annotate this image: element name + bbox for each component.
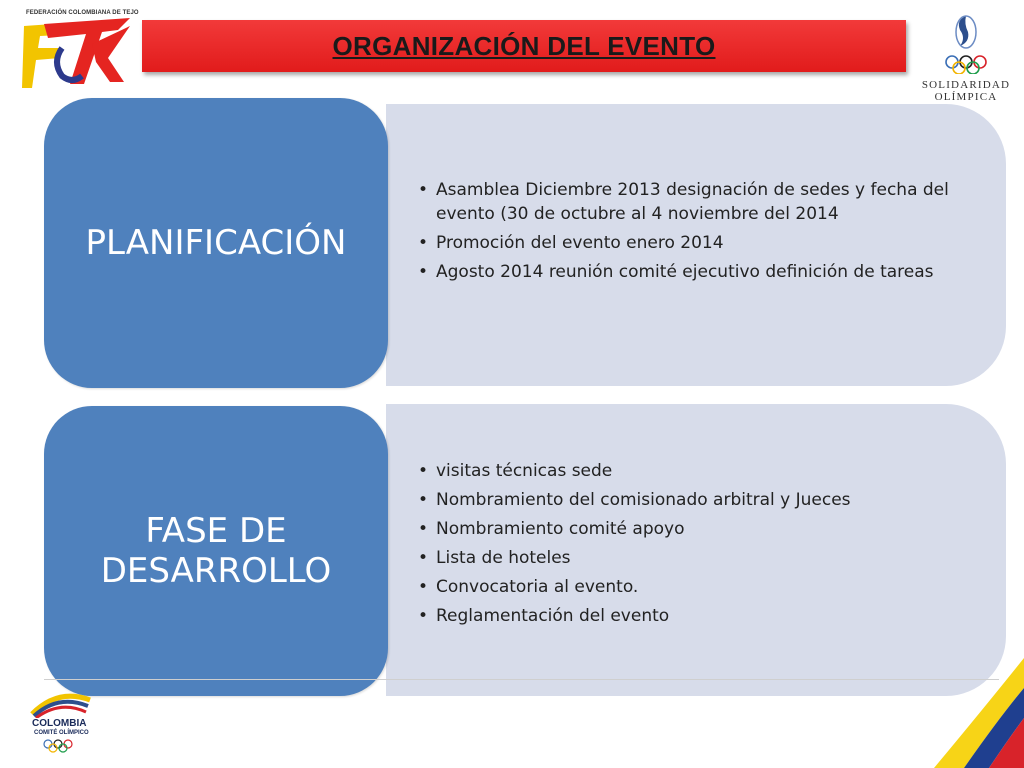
list-item: • Lista de hoteles xyxy=(418,548,571,568)
list-item: • Convocatoria al evento. xyxy=(418,577,639,597)
bullet-icon: • xyxy=(418,180,429,200)
solidaridad-text: SOLIDARIDAD xyxy=(921,79,1011,91)
olimpica-text: OLÍMPICA xyxy=(934,91,998,103)
list-item: • Promoción del evento enero 2014 xyxy=(418,233,724,253)
desarrollo-list xyxy=(418,459,974,633)
title-bar xyxy=(142,20,906,72)
colombia-text: COLOMBIA xyxy=(32,718,87,729)
bullet-icon: • xyxy=(418,577,429,597)
desarrollo-label: FASE DE DESARROLLO xyxy=(100,511,332,591)
comite-olimpico-text: COMITÉ OLÍMPICO xyxy=(34,730,89,736)
bullet-icon: • xyxy=(418,262,429,282)
planificacion-label-box xyxy=(44,98,388,388)
bullet-icon: • xyxy=(418,548,429,568)
olympic-rings-small-icon xyxy=(42,738,78,754)
planificacion-list xyxy=(418,178,974,289)
colombia-flame-icon xyxy=(28,690,98,718)
solidaridad-olimpica-logo xyxy=(920,12,1012,104)
list-item: • Nombramiento comité apoyo xyxy=(418,519,685,539)
olympic-rings-icon xyxy=(920,12,1012,74)
bullet-icon: • xyxy=(418,461,429,481)
colombia-olympic-committee-logo xyxy=(28,690,98,760)
list-item: • Nombramiento del comisionado arbitral y Jueces xyxy=(418,490,851,510)
planificacion-label: PLANIFICACIÓN xyxy=(85,223,347,263)
bullet-icon: • xyxy=(418,490,429,510)
list-item: • visitas técnicas sede xyxy=(418,461,613,481)
bullet-icon: • xyxy=(418,606,429,626)
federation-name: FEDERACIÓN COLOMBIANA DE TEJO xyxy=(26,10,139,16)
page-title: ORGANIZACIÓN DEL EVENTO xyxy=(332,30,716,61)
federation-logo xyxy=(22,8,139,90)
bullet-icon: • xyxy=(418,519,429,539)
fct-logo-icon xyxy=(22,18,134,90)
bullet-icon: • xyxy=(418,233,429,253)
flag-stripes-decoration xyxy=(894,648,1024,768)
list-item: • Asamblea Diciembre 2013 designación de sedes y fecha del evento (30 de octubre al 4 noviembre del 2014 xyxy=(418,180,949,224)
list-item: • Agosto 2014 reunión comité ejecutivo definición de tareas xyxy=(418,262,934,282)
desarrollo-label-box xyxy=(44,406,388,696)
list-item: • Reglamentación del evento xyxy=(418,606,670,626)
footer-divider xyxy=(44,679,999,680)
